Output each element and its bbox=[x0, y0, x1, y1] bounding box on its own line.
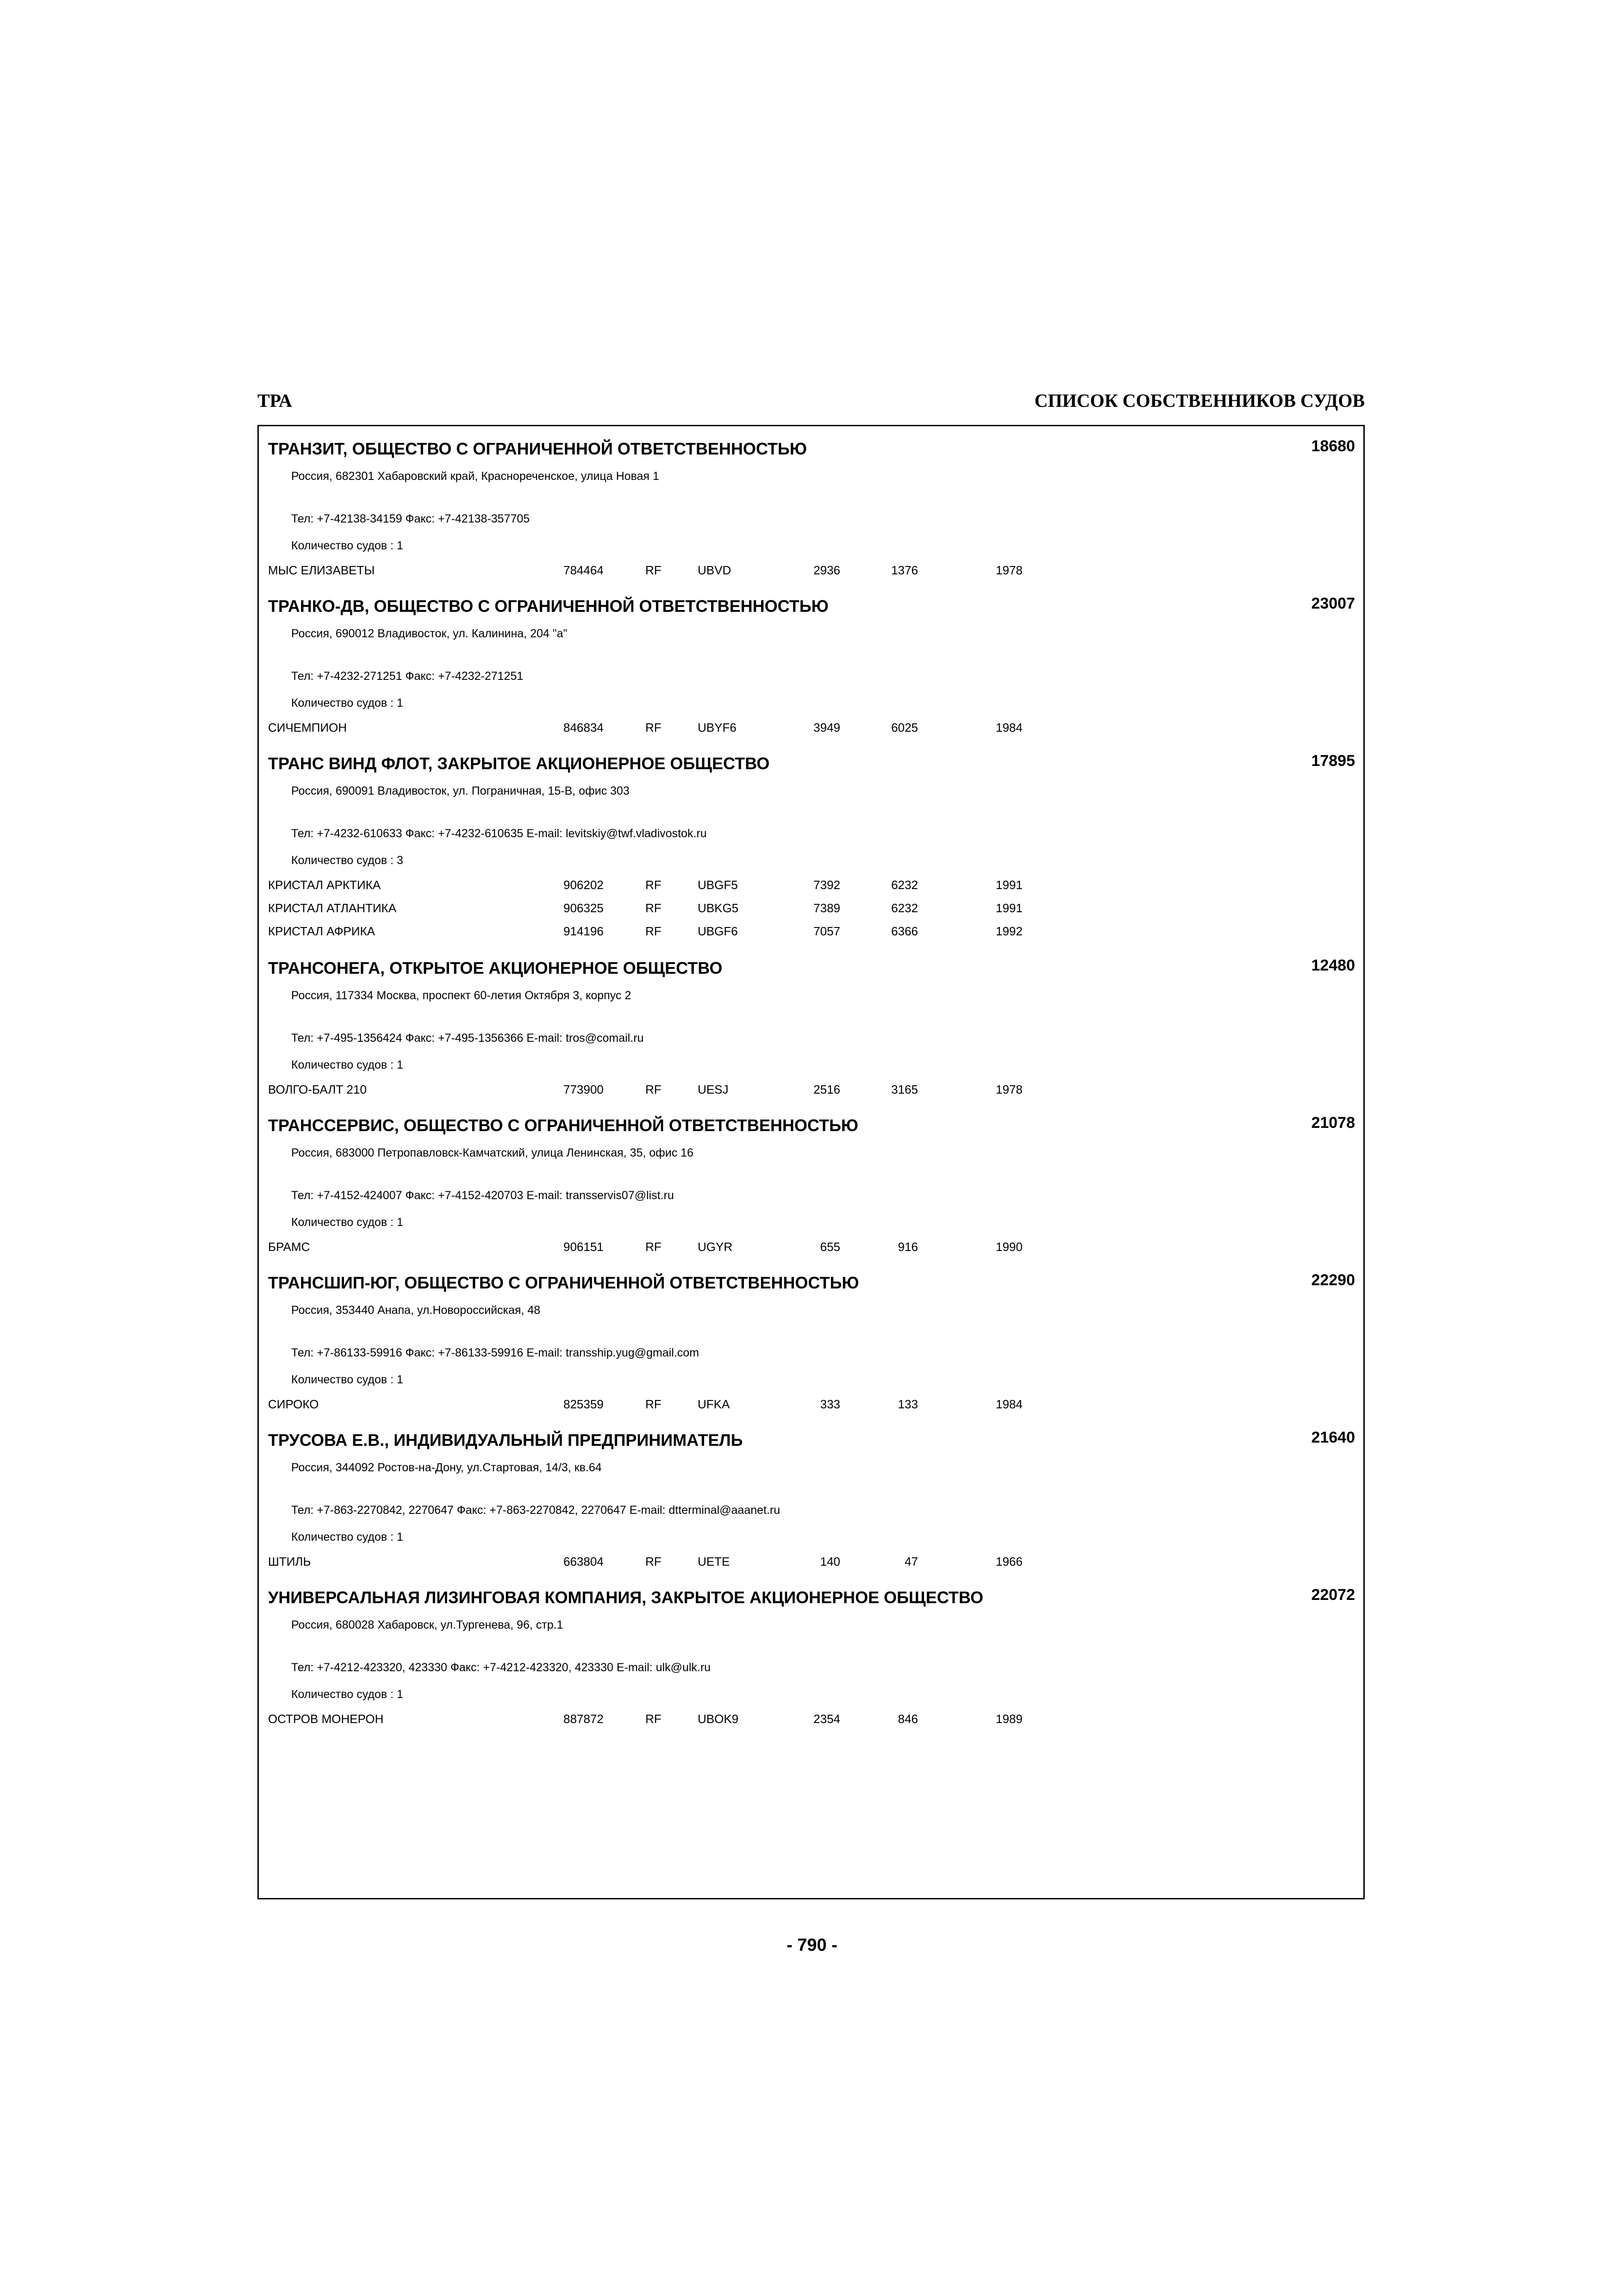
owner-contacts: Тел: +7-42138-34159 Факс: +7-42138-357705 bbox=[291, 512, 530, 525]
vessel-name: ШТИЛЬ bbox=[268, 1555, 311, 1568]
owner-contacts: Тел: +7-4152-424007 Факс: +7-4152-420703 E-mail: transservis07@list.ru bbox=[291, 1189, 674, 1202]
vessel-number: 846834 bbox=[563, 721, 604, 734]
vessel-year: 1991 bbox=[996, 901, 1023, 915]
owner-name: ТРАНКО-ДВ, ОБЩЕСТВО С ОГРАНИЧЕННОЙ ОТВЕТСТВЕННОСТЬЮ bbox=[268, 597, 829, 616]
vessel-number: 825359 bbox=[563, 1397, 604, 1411]
vessel-flag: RF bbox=[645, 1240, 662, 1254]
vessel-value-a: 2936 bbox=[813, 563, 840, 577]
vessel-number: 663804 bbox=[563, 1555, 604, 1568]
vessel-value-b: 47 bbox=[905, 1555, 918, 1568]
vessel-flag: RF bbox=[645, 878, 662, 892]
vessel-year: 1984 bbox=[996, 1397, 1023, 1411]
owner-entry bbox=[259, 1418, 1363, 1575]
document-title: СПИСОК СОБСТВЕННИКОВ СУДОВ bbox=[1034, 390, 1365, 411]
page-number: - 790 - bbox=[787, 1935, 837, 1955]
vessel-callsign: UBOK9 bbox=[698, 1712, 739, 1726]
vessel-flag: RF bbox=[645, 1397, 662, 1411]
owner-address: Россия, 690091 Владивосток, ул. Пограничная, 15-В, офис 303 bbox=[291, 784, 630, 797]
owner-contacts: Тел: +7-4212-423320, 423330 Факс: +7-4212-423320, 423330 E-mail: ulk@ulk.ru bbox=[291, 1661, 711, 1674]
vessel-row bbox=[259, 924, 1363, 943]
owner-code: 21640 bbox=[1311, 1429, 1355, 1446]
owners-list-frame bbox=[257, 425, 1365, 1899]
vessel-number: 773900 bbox=[563, 1083, 604, 1096]
vessel-flag: RF bbox=[645, 1555, 662, 1568]
owner-name: ТРУСОВА Е.В., ИНДИВИДУАЛЬНЫЙ ПРЕДПРИНИМАТЕЛЬ bbox=[268, 1431, 743, 1450]
vessel-value-a: 2354 bbox=[813, 1712, 840, 1726]
owner-entry bbox=[259, 1260, 1363, 1418]
vessel-number: 784464 bbox=[563, 563, 604, 577]
vessel-year: 1991 bbox=[996, 878, 1023, 892]
vessel-row bbox=[259, 878, 1363, 896]
vessel-value-b: 846 bbox=[898, 1712, 918, 1726]
vessel-callsign: UETE bbox=[698, 1555, 730, 1568]
vessel-row bbox=[259, 1712, 1363, 1730]
vessel-flag: RF bbox=[645, 721, 662, 734]
vessel-callsign: UBGF5 bbox=[698, 878, 738, 892]
vessel-callsign: UBGF6 bbox=[698, 924, 738, 938]
owner-name: ТРАНСОНЕГА, ОТКРЫТОЕ АКЦИОНЕРНОЕ ОБЩЕСТВО bbox=[268, 958, 723, 977]
vessel-name: СИРОКО bbox=[268, 1397, 319, 1411]
vessel-number: 887872 bbox=[563, 1712, 604, 1726]
vessel-count: Количество судов : 1 bbox=[291, 1688, 403, 1701]
vessel-row bbox=[259, 1555, 1363, 1573]
owner-entry bbox=[259, 426, 1363, 584]
vessel-value-a: 655 bbox=[820, 1240, 840, 1254]
vessel-value-b: 6232 bbox=[891, 901, 918, 915]
vessel-count: Количество судов : 1 bbox=[291, 1373, 403, 1386]
owner-address: Россия, 683000 Петропавловск-Камчатский, улица Ленинская, 35, офис 16 bbox=[291, 1146, 693, 1159]
owner-contacts: Тел: +7-863-2270842, 2270647 Факс: +7-863-2270842, 2270647 E-mail: dtterminal@aaanet.ru bbox=[291, 1504, 781, 1517]
vessel-value-b: 3165 bbox=[891, 1083, 918, 1096]
owner-name: ТРАНССЕРВИС, ОБЩЕСТВО С ОГРАНИЧЕННОЙ ОТВЕТСТВЕННОСТЬЮ bbox=[268, 1116, 858, 1135]
vessel-number: 906202 bbox=[563, 878, 604, 892]
owner-contacts: Тел: +7-4232-610633 Факс: +7-4232-610635 E-mail: levitskiy@twf.vladivostok.ru bbox=[291, 827, 707, 840]
owner-entry bbox=[259, 946, 1363, 1103]
owner-entry bbox=[259, 1575, 1363, 1732]
vessel-value-a: 2516 bbox=[813, 1083, 840, 1096]
owner-address: Россия, 680028 Хабаровск, ул.Тургенева, 96, стр.1 bbox=[291, 1618, 563, 1631]
vessel-name: КРИСТАЛ АФРИКА bbox=[268, 924, 375, 938]
vessel-callsign: UGYR bbox=[698, 1240, 733, 1254]
page-header bbox=[257, 390, 1365, 417]
vessel-name: СИЧЕМПИОН bbox=[268, 721, 347, 734]
vessel-count: Количество судов : 1 bbox=[291, 697, 403, 709]
owner-address: Россия, 690012 Владивосток, ул. Калинина, 204 "а" bbox=[291, 627, 568, 640]
vessel-value-b: 6366 bbox=[891, 924, 918, 938]
vessel-row bbox=[259, 721, 1363, 739]
vessel-name: ВОЛГО-БАЛТ 210 bbox=[268, 1083, 367, 1096]
vessel-count: Количество судов : 1 bbox=[291, 1531, 403, 1543]
section-letters: ТРА bbox=[257, 390, 292, 411]
owner-contacts: Тел: +7-86133-59916 Факс: +7-86133-59916 E-mail: transship.yug@gmail.com bbox=[291, 1346, 699, 1359]
vessel-callsign: UBVD bbox=[698, 563, 731, 577]
owner-contacts: Тел: +7-4232-271251 Факс: +7-4232-271251 bbox=[291, 670, 524, 683]
owner-entry bbox=[259, 1103, 1363, 1260]
owner-name: ТРАНЗИТ, ОБЩЕСТВО С ОГРАНИЧЕННОЙ ОТВЕТСТВЕННОСТЬЮ bbox=[268, 439, 807, 458]
vessel-callsign: UFKA bbox=[698, 1397, 730, 1411]
vessel-row bbox=[259, 1397, 1363, 1416]
vessel-number: 914196 bbox=[563, 924, 604, 938]
vessel-name: МЫС ЕЛИЗАВЕТЫ bbox=[268, 563, 375, 577]
vessel-flag: RF bbox=[645, 924, 662, 938]
vessel-row bbox=[259, 1240, 1363, 1258]
owner-address: Россия, 117334 Москва, проспект 60-летия Октября 3, корпус 2 bbox=[291, 989, 631, 1002]
vessel-flag: RF bbox=[645, 1083, 662, 1096]
vessel-value-b: 6232 bbox=[891, 878, 918, 892]
owner-contacts: Тел: +7-495-1356424 Факс: +7-495-1356366 E-mail: tros@comail.ru bbox=[291, 1032, 644, 1045]
vessel-number: 906151 bbox=[563, 1240, 604, 1254]
owner-code: 23007 bbox=[1311, 595, 1355, 612]
vessel-year: 1990 bbox=[996, 1240, 1023, 1254]
vessel-value-b: 6025 bbox=[891, 721, 918, 734]
vessel-count: Количество судов : 1 bbox=[291, 1216, 403, 1229]
vessel-value-a: 7057 bbox=[813, 924, 840, 938]
owner-name: ТРАНСШИП-ЮГ, ОБЩЕСТВО С ОГРАНИЧЕННОЙ ОТВЕТСТВЕННОСТЬЮ bbox=[268, 1273, 859, 1292]
vessel-row bbox=[259, 563, 1363, 582]
vessel-name: КРИСТАЛ АРКТИКА bbox=[268, 878, 381, 892]
vessel-name: КРИСТАЛ АТЛАНТИКА bbox=[268, 901, 397, 915]
vessel-number: 906325 bbox=[563, 901, 604, 915]
owner-code: 18680 bbox=[1311, 437, 1355, 455]
vessel-year: 1984 bbox=[996, 721, 1023, 734]
vessel-name: БРАМС bbox=[268, 1240, 310, 1254]
vessel-value-a: 3949 bbox=[813, 721, 840, 734]
vessel-year: 1989 bbox=[996, 1712, 1023, 1726]
vessel-value-a: 7389 bbox=[813, 901, 840, 915]
vessel-year: 1966 bbox=[996, 1555, 1023, 1568]
owner-code: 21078 bbox=[1311, 1114, 1355, 1132]
owner-address: Россия, 682301 Хабаровский край, Краснореченское, улица Новая 1 bbox=[291, 470, 659, 483]
vessel-value-b: 133 bbox=[898, 1397, 918, 1411]
owner-address: Россия, 344092 Ростов-на-Дону, ул.Стартовая, 14/3, кв.64 bbox=[291, 1461, 602, 1474]
vessel-callsign: UESJ bbox=[698, 1083, 729, 1096]
vessel-flag: RF bbox=[645, 901, 662, 915]
vessel-value-b: 1376 bbox=[891, 563, 918, 577]
vessel-count: Количество судов : 1 bbox=[291, 1058, 403, 1071]
vessel-value-a: 333 bbox=[820, 1397, 840, 1411]
owner-entry bbox=[259, 741, 1363, 946]
vessel-flag: RF bbox=[645, 563, 662, 577]
vessel-count: Количество судов : 1 bbox=[291, 539, 403, 552]
owner-code: 22290 bbox=[1311, 1271, 1355, 1289]
vessel-year: 1992 bbox=[996, 924, 1023, 938]
owner-code: 17895 bbox=[1311, 752, 1355, 770]
vessel-value-a: 7392 bbox=[813, 878, 840, 892]
vessel-row bbox=[259, 901, 1363, 920]
owner-code: 12480 bbox=[1311, 957, 1355, 974]
vessel-count: Количество судов : 3 bbox=[291, 854, 403, 867]
vessel-name: ОСТРОВ МОНЕРОН bbox=[268, 1712, 384, 1726]
vessel-value-b: 916 bbox=[898, 1240, 918, 1254]
vessel-year: 1978 bbox=[996, 1083, 1023, 1096]
vessel-year: 1978 bbox=[996, 563, 1023, 577]
vessel-row bbox=[259, 1083, 1363, 1101]
vessel-callsign: UBKG5 bbox=[698, 901, 739, 915]
owner-code: 22072 bbox=[1311, 1586, 1355, 1604]
vessel-callsign: UBYF6 bbox=[698, 721, 737, 734]
vessel-flag: RF bbox=[645, 1712, 662, 1726]
owner-name: ТРАНС ВИНД ФЛОТ, ЗАКРЫТОЕ АКЦИОНЕРНОЕ ОБЩЕСТВО bbox=[268, 754, 770, 773]
owner-name: УНИВЕРСАЛЬНАЯ ЛИЗИНГОВАЯ КОМПАНИЯ, ЗАКРЫТОЕ АКЦИОНЕРНОЕ ОБЩЕСТВО bbox=[268, 1588, 983, 1607]
vessel-value-a: 140 bbox=[820, 1555, 840, 1568]
owner-address: Россия, 353440 Анапа, ул.Новороссийская, 48 bbox=[291, 1304, 541, 1317]
owner-entry bbox=[259, 584, 1363, 741]
